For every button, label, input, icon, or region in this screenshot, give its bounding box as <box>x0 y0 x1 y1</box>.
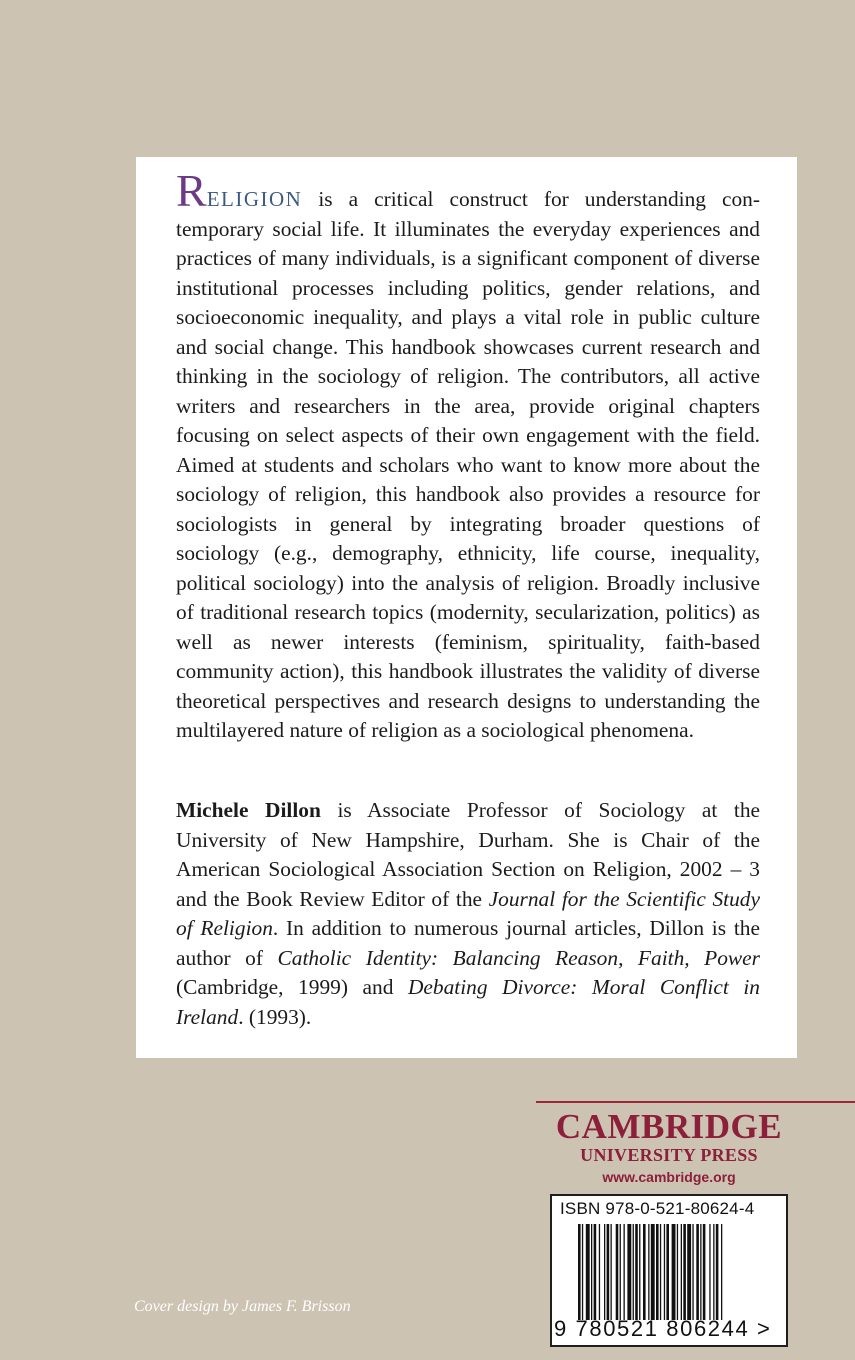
author-name: Michele Dillon <box>176 798 321 822</box>
author-bio <box>176 796 760 1032</box>
barcode-number: 9 780521 806244 > <box>554 1316 772 1341</box>
bio-text: (Cambridge, 1999) and <box>176 975 408 999</box>
barcode-icon <box>578 1224 770 1320</box>
barcode-box <box>550 1194 788 1347</box>
drop-cap: R <box>176 165 207 216</box>
small-caps-word: ELIGION <box>206 187 303 211</box>
book-description <box>176 165 760 746</box>
cover-credit: Cover design by James F. Brisson <box>134 1298 351 1315</box>
publisher-url[interactable]: www.cambridge.org <box>602 1169 736 1185</box>
bio-text: is Associate Professor of Sociology at the University of New Hampshire, Durham. She is Chair of the American Sociological Association Section on Religion, 2002 – 3 and the Book Review Editor of the <box>176 798 761 911</box>
description-body: is a critical construct for understanding contemporary social life. It illuminates the everyday experiences and practices of many individuals, is a significant component of diverse institutional processes including politics, gender relations, and socioeconomic inequality, and plays a vital role in public culture and social change. This handbook showcases current research and thinking in the sociology of religion. The contributors, all active writers and researchers in the area, provide original chapters focusing on select aspects of their own engagement with the field. Aimed at students and scholars who want to know more about the sociology of religion, this handbook also provides a resource for sociologists in general by integrating broader questions of sociology (e.g., demography, ethnicity, life course, inequality, political sociology) into the analysis of religion. Broadly inclusive of traditional research topics (modernity, secularization, politics) as well as newer interests (feminism, spirituality, faith-based community action), this handbook illustrates the validity of diverse theoretical perspectives and research designs to understanding the multilayered nature of religion as a sociological phenomena. <box>176 187 760 742</box>
bio-text: . (1993). <box>238 1004 312 1029</box>
book-title: Debating Divorce: Moral Conflict in Ireland <box>176 975 760 1029</box>
publisher-subtitle: UNIVERSITY PRESS <box>580 1145 758 1165</box>
isbn-label: ISBN 978-0-521-80624-4 <box>560 1199 755 1218</box>
book-title: Catholic Identity: Balancing Reason, Faith, Power <box>277 945 760 970</box>
journal-title: Journal for the Scientific Study of Religion <box>176 886 760 940</box>
bio-text: . In addition to numerous journal articles, Dillon is the author of <box>176 916 760 970</box>
back-cover-text-panel <box>136 157 797 1058</box>
publisher-rule <box>536 1101 855 1103</box>
publisher-name: CAMBRIDGE <box>555 1107 783 1146</box>
